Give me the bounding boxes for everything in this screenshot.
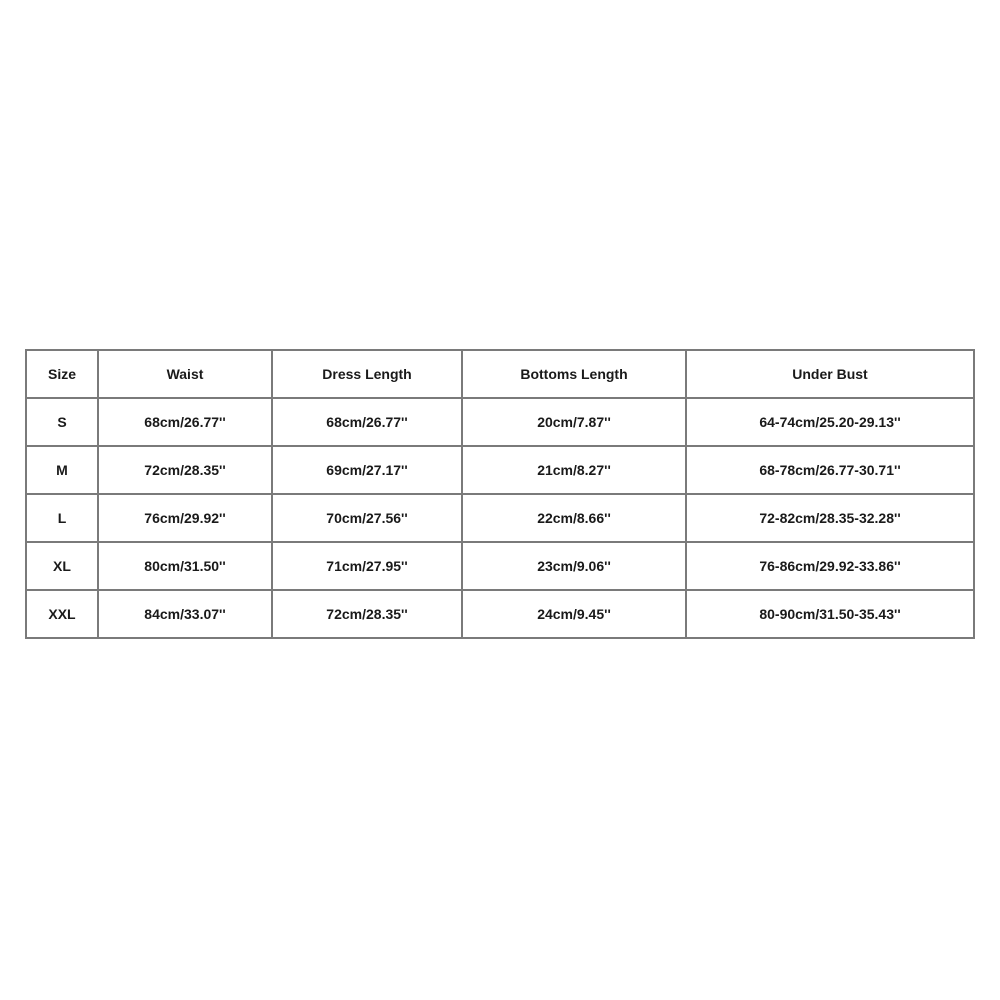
cell-bottoms-length: 21cm/8.27'' bbox=[462, 446, 686, 494]
cell-bottoms-length: 24cm/9.45'' bbox=[462, 590, 686, 638]
cell-bottoms-length: 20cm/7.87'' bbox=[462, 398, 686, 446]
table-row bbox=[26, 398, 974, 446]
header-dress-length: Dress Length bbox=[272, 350, 462, 398]
cell-dress-length: 70cm/27.56'' bbox=[272, 494, 462, 542]
cell-under-bust: 72-82cm/28.35-32.28'' bbox=[686, 494, 974, 542]
table-row bbox=[26, 446, 974, 494]
header-row bbox=[26, 350, 974, 398]
cell-waist: 76cm/29.92'' bbox=[98, 494, 272, 542]
cell-under-bust: 68-78cm/26.77-30.71'' bbox=[686, 446, 974, 494]
cell-waist: 72cm/28.35'' bbox=[98, 446, 272, 494]
table-row bbox=[26, 542, 974, 590]
cell-size: M bbox=[26, 446, 98, 494]
cell-under-bust: 76-86cm/29.92-33.86'' bbox=[686, 542, 974, 590]
cell-under-bust: 64-74cm/25.20-29.13'' bbox=[686, 398, 974, 446]
size-chart-table bbox=[25, 349, 975, 639]
cell-dress-length: 72cm/28.35'' bbox=[272, 590, 462, 638]
cell-under-bust: 80-90cm/31.50-35.43'' bbox=[686, 590, 974, 638]
cell-dress-length: 71cm/27.95'' bbox=[272, 542, 462, 590]
cell-size: S bbox=[26, 398, 98, 446]
header-bottoms-length: Bottoms Length bbox=[462, 350, 686, 398]
cell-bottoms-length: 22cm/8.66'' bbox=[462, 494, 686, 542]
table-row bbox=[26, 590, 974, 638]
cell-waist: 68cm/26.77'' bbox=[98, 398, 272, 446]
cell-size: L bbox=[26, 494, 98, 542]
header-under-bust: Under Bust bbox=[686, 350, 974, 398]
cell-dress-length: 68cm/26.77'' bbox=[272, 398, 462, 446]
cell-bottoms-length: 23cm/9.06'' bbox=[462, 542, 686, 590]
cell-waist: 80cm/31.50'' bbox=[98, 542, 272, 590]
cell-waist: 84cm/33.07'' bbox=[98, 590, 272, 638]
cell-dress-length: 69cm/27.17'' bbox=[272, 446, 462, 494]
header-waist: Waist bbox=[98, 350, 272, 398]
header-size: Size bbox=[26, 350, 98, 398]
cell-size: XXL bbox=[26, 590, 98, 638]
cell-size: XL bbox=[26, 542, 98, 590]
table-row bbox=[26, 494, 974, 542]
